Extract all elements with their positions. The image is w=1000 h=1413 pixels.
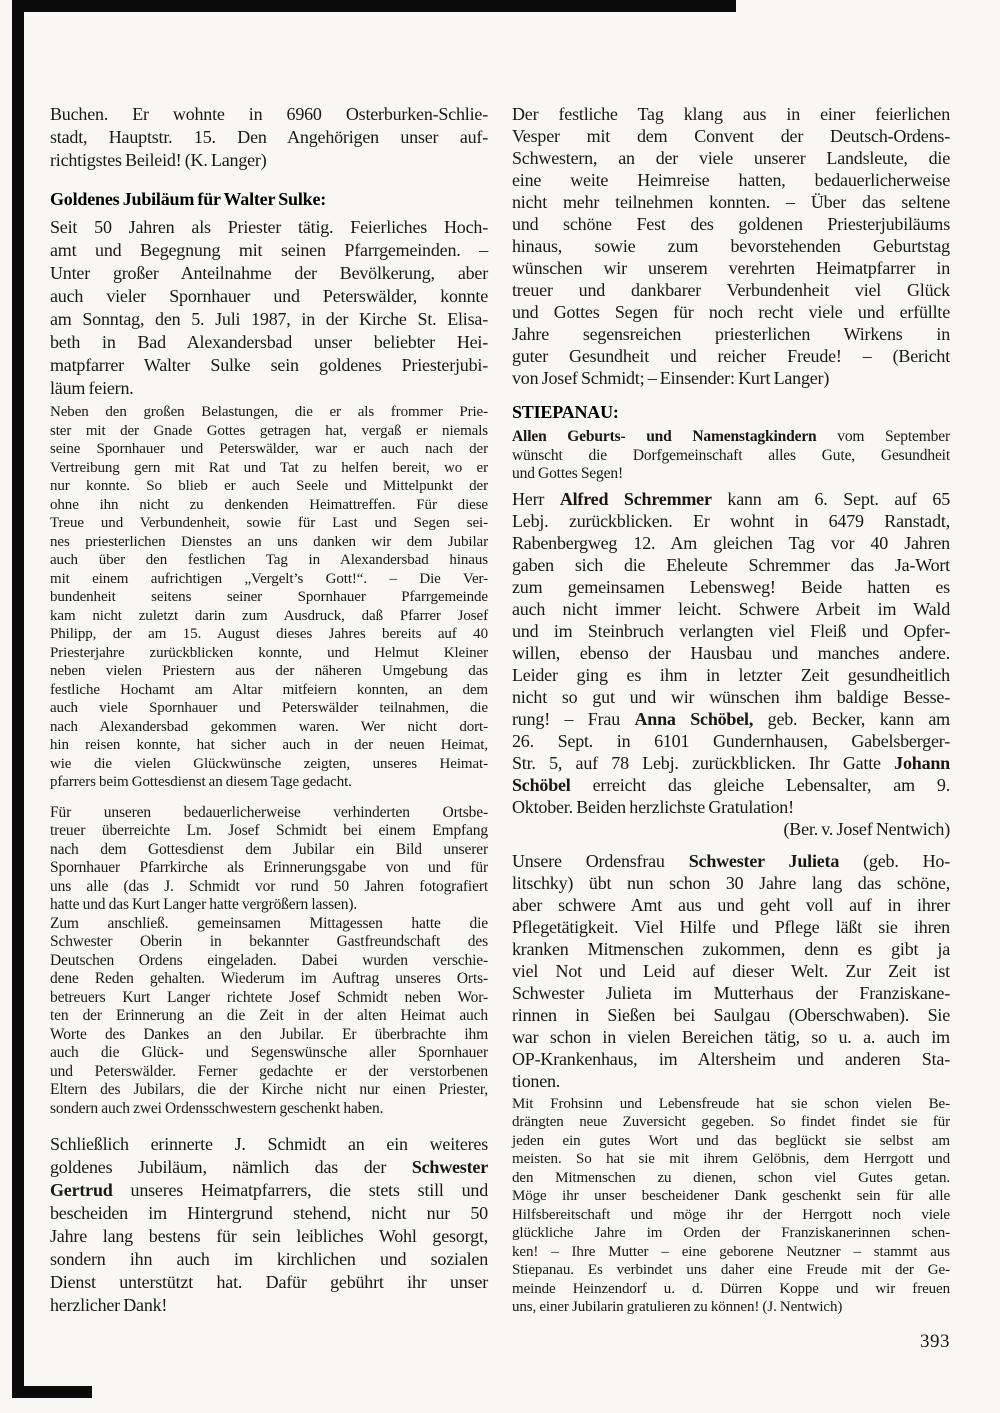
- text-run: 26. Sept. in 6101 Gundernhausen, Gabelsberger-: [512, 730, 950, 751]
- text-run: goldenes Jubiläum, nämlich das der: [50, 1157, 412, 1177]
- text-run: Neben den großen Belastungen, die er als frommer Prie-: [50, 404, 488, 420]
- text-run: Leider ging es ihm in letzter Zeit gesundheitlich: [512, 664, 950, 685]
- right-column: [512, 103, 950, 1353]
- text-run: ohne ihn nicht zu denkenden Heimattreffen. Für diese: [50, 496, 488, 513]
- paragraph: [50, 1133, 488, 1317]
- text-run: hinaus, sowie zum bevorstehenden Geburtstag: [512, 236, 950, 256]
- paragraph: [50, 103, 488, 172]
- text-line: [50, 262, 488, 285]
- text-line: [50, 331, 488, 354]
- text-line: [50, 239, 488, 262]
- text-run: viel Not und Leid auf dieser Welt. Zur Zeit ist: [512, 960, 950, 981]
- text-line: [50, 681, 488, 700]
- text-run: nach dem Gottesdienst dem Jubilar ein Bild unserer: [50, 840, 488, 858]
- text-line: [512, 752, 950, 774]
- text-line: [512, 850, 950, 872]
- text-line: [50, 859, 488, 878]
- text-run: meisten. So hat sie mit ihrem Gelöbnis, dem Herrgott und: [512, 1151, 950, 1167]
- text-run: auch viele Spornhauer und Peterswälder teilnahmen, die: [50, 700, 488, 716]
- text-run: Schwester Julieta im Mutterhaus der Franziskane-: [512, 982, 950, 1003]
- bold-text-run: Schwester: [411, 1157, 488, 1177]
- text-line: [512, 447, 950, 466]
- text-line: [512, 982, 950, 1004]
- text-line: [512, 532, 950, 554]
- text-run: litschky) übt nun schon 30 Jahre lang das schöne,: [512, 872, 950, 893]
- text-run: wünscht die Dorfgemeinschaft alles Gute, Gesundheit: [512, 446, 950, 464]
- text-line: [512, 323, 950, 345]
- text-line: [512, 642, 950, 664]
- text-line: [512, 938, 950, 960]
- text-line: [512, 796, 950, 818]
- text-line: [50, 662, 488, 681]
- text-run: wünschen wir unserem verehrten Heimatpfarrer in: [512, 258, 950, 278]
- bold-text-run: Schwester Julieta: [688, 850, 840, 871]
- paragraph: [512, 103, 950, 389]
- text-run: OP-Krankenhaus, im Altersheim und anderen Sta-: [512, 1048, 950, 1069]
- text-run: ster mit der Gnade Gottes getragen hat, vergaß er niemals: [50, 422, 488, 439]
- bold-text-run: Anna Schöbel,: [634, 708, 754, 729]
- text-line: [50, 1081, 488, 1100]
- text-line: [50, 841, 488, 860]
- text-line: [512, 598, 950, 620]
- text-run: Philipp, der am 15. August dieses Jahres bereits auf 40: [50, 626, 488, 642]
- paragraph: [512, 428, 950, 484]
- text-line: [50, 625, 488, 644]
- paragraph: [512, 488, 950, 840]
- text-line: [512, 1132, 950, 1151]
- text-line: [50, 1007, 488, 1026]
- text-line: [512, 1280, 950, 1299]
- text-line: [512, 686, 950, 708]
- text-run: und Peterswälder. Ferner gedachte er der verstorbenen: [50, 1062, 488, 1080]
- section-heading: [512, 401, 950, 423]
- text-run: Seit 50 Jahren als Priester tätig. Feierliches Hoch-: [50, 217, 488, 237]
- text-line: [50, 551, 488, 570]
- paragraph: [50, 216, 488, 400]
- text-line: [512, 191, 950, 213]
- page-number: 393: [920, 1330, 950, 1352]
- text-run: mit einem aufrichtigen „Vergelt’s Gott!“. – Die Ver-: [50, 570, 488, 587]
- scan-border-left: [12, 0, 24, 1398]
- text-run: Unter großer Anteilnahme der Bevölkerung, aber: [50, 263, 488, 283]
- text-line: [50, 1179, 488, 1202]
- text-line: [512, 894, 950, 916]
- text-line: [512, 1095, 950, 1114]
- text-run: Schwester Oberin in bekannter Gastfreundschaft des: [50, 933, 488, 950]
- text-run: Dienst unterstützt hat. Dafür gebührt ihr unser: [50, 1272, 488, 1292]
- text-run: matpfarrer Walter Sulke sein goldenes Priesterjubi-: [50, 355, 488, 375]
- text-line: [512, 1224, 950, 1243]
- text-run: Oktober. Beiden herzlichste Gratulation!: [512, 796, 794, 817]
- text-run: Rabenbergweg 12. Am gleichen Tag vor 40 Jahren: [512, 532, 950, 553]
- text-line: [512, 730, 950, 752]
- text-line: [512, 1113, 950, 1132]
- text-run: uns, einer Jubilarin gratulieren zu können! (J. Nentwich): [512, 1299, 843, 1315]
- text-line: [512, 147, 950, 169]
- text-line: [512, 1298, 950, 1317]
- text-run: Mit Frohsinn und Lebensfreude hat sie schon vielen Be-: [512, 1095, 950, 1112]
- left-column: [50, 103, 488, 1317]
- text-run: willen, ebenso der Hausbau und manches andere.: [512, 642, 950, 663]
- text-run: stadt, Hauptstr. 15. Den Angehörigen unser auf-: [50, 127, 488, 147]
- text-line: [50, 718, 488, 737]
- text-line: [512, 103, 950, 125]
- text-run: jeden ein gutes Wort und das beglückt sie selbst am: [512, 1132, 950, 1149]
- text-line: [50, 377, 488, 400]
- text-run: nes priesterlichen Dienstes an uns danken wir dem Jubilar: [50, 533, 488, 550]
- paragraph: [50, 804, 488, 1119]
- text-run: Hilfsbereitschaft und möge ihr der Herrgott noch viele: [512, 1206, 950, 1223]
- text-line: [512, 774, 950, 796]
- scan-border-top: [12, 0, 736, 12]
- text-line: [512, 1206, 950, 1225]
- text-run: hatte und das Kurt Langer hatte vergrößern lassen).: [50, 896, 358, 913]
- text-run: den Mitmenschen zu dienen, schon viel Gutes getan.: [512, 1169, 950, 1186]
- text-run: pfarrers beim Gottesdienst an diesem Tage gedacht.: [50, 774, 352, 790]
- text-line: [50, 1026, 488, 1045]
- text-line: [50, 755, 488, 774]
- text-run: und schöne Fest des goldenen Priesterjubiläums: [512, 214, 950, 234]
- text-line: [50, 422, 488, 441]
- text-run: sondern auch zwei Ordensschwestern geschenkt haben.: [50, 1099, 384, 1117]
- text-run: Jahre segensreichen priesterlichen Wirkens in: [512, 324, 950, 344]
- text-line: [512, 345, 950, 367]
- text-run: Für unseren bedauerlicherweise verhinderten Ortsbe-: [50, 803, 488, 821]
- text-run: bescheiden im Hintergrund stehend, nicht nur 50: [50, 1203, 488, 1223]
- text-run: nach Alexandersbad gekommen waren. Wer nicht dort-: [50, 718, 488, 735]
- text-run: Möge ihr unser bescheidener Dank geschenkt sein für alle: [512, 1188, 950, 1204]
- text-line: [512, 1243, 950, 1262]
- paragraph: [512, 1095, 950, 1317]
- text-line: [50, 952, 488, 971]
- bold-text-run: Allen Geburts- und Namenstagkindern: [512, 428, 817, 445]
- text-line: [512, 169, 950, 191]
- text-run: (Ber. v. Josef Nentwich): [783, 818, 950, 839]
- text-run: seine Spornhauer und Peterswälder, war er auch nach der: [50, 441, 488, 457]
- text-run: festliche Hochamt am Altar mitfeiern konnten, an dem: [50, 681, 488, 698]
- text-run: Deutschen Ordens eingeladen. Dabei wurden verschie-: [50, 951, 488, 969]
- paragraph: [512, 850, 950, 1092]
- text-line: [50, 1294, 488, 1317]
- text-run: von Josef Schmidt; – Einsender: Kurt Langer): [512, 368, 830, 388]
- text-line: [512, 279, 950, 301]
- text-line: [512, 1261, 950, 1280]
- text-line: [50, 773, 488, 792]
- text-run: Spornhauer Pfarrkirche als Erinnerungsgabe von und für: [50, 859, 488, 876]
- text-run: nicht mehr teilnehmen konnten. – Über das seltene: [512, 192, 950, 212]
- text-line: [50, 440, 488, 459]
- text-run: dene Reden gehalten. Wiederum im Auftrag unseres Orts-: [50, 970, 488, 987]
- text-line: [50, 896, 488, 915]
- text-run: Herr: [512, 488, 560, 509]
- text-line: [50, 570, 488, 589]
- text-line: [50, 1100, 488, 1119]
- text-line: [50, 1225, 488, 1248]
- text-line: [512, 257, 950, 279]
- text-run: guter Gesundheit und reicher Freude! – (Bericht: [512, 346, 950, 366]
- text-line: [50, 607, 488, 626]
- text-line: [50, 1202, 488, 1225]
- text-line: [50, 1248, 488, 1271]
- text-run: Treue und Verbundenheit, sowie für Last und Segen sei-: [50, 515, 488, 531]
- text-line: [512, 301, 950, 323]
- text-run: beth in Bad Alexandersbad unser beliebter Hei-: [50, 332, 488, 352]
- text-line: [512, 213, 950, 235]
- text-run: Vertreibung gern mit Rat und Tat zu helfen bereit, wo er: [50, 459, 488, 476]
- bold-text-run: Gertrud: [50, 1180, 113, 1200]
- text-line: [50, 699, 488, 718]
- text-run: vom September: [816, 428, 950, 445]
- text-line: [50, 103, 488, 126]
- text-run: Jahre lang bestens für sein leibliches Wohl gesorgt,: [50, 1226, 488, 1246]
- text-line: [512, 1048, 950, 1070]
- text-line: [512, 960, 950, 982]
- text-line: [512, 1187, 950, 1206]
- text-run: auch die Glück- und Segenswünsche aller Spornhauer: [50, 1044, 488, 1061]
- text-line: [50, 933, 488, 952]
- text-run: kranken Mitmenschen zukommen, denn es gibt ja: [512, 938, 950, 959]
- text-run: erreicht das gleiche Lebensalter, am 9.: [570, 774, 950, 795]
- text-line: [50, 1133, 488, 1156]
- text-run: war schon in vielen Bereichen tätig, so u. a. auch im: [512, 1026, 950, 1047]
- paragraph: [50, 403, 488, 792]
- text-run: Schwestern, an der viele unserer Landsleute, die: [512, 148, 950, 168]
- text-line: [512, 576, 950, 598]
- text-run: treuer überreichte Lm. Josef Schmidt bei einem Empfang: [50, 822, 488, 839]
- text-run: Zum anschließ. gemeinsamen Mittagessen hatte die: [50, 914, 488, 932]
- text-run: aber schwere Amt aus und geht voll auf in ihrer: [512, 894, 950, 915]
- text-run: läum feiern.: [50, 378, 134, 398]
- text-run: auch nicht immer leicht. Schwere Arbeit im Wald: [512, 598, 950, 619]
- text-line: [512, 428, 950, 447]
- text-run: neben vielen Priestern aus der näheren Umgebung das: [50, 663, 488, 679]
- bold-text-run: Johann: [894, 752, 950, 773]
- text-run: gaben sich die Eheleute Schremmer das Ja-Wort: [512, 554, 950, 575]
- text-line: [50, 533, 488, 552]
- text-run: amt und Begegnung mit seinen Pfarrgemeinden. –: [50, 240, 488, 260]
- text-run: nur konnte. So blieb er auch Seele und Mittelpunkt der: [50, 478, 488, 494]
- text-line: [512, 1026, 950, 1048]
- text-run: (geb. Ho-: [839, 850, 951, 871]
- text-run: Stiepanau. Es verbindet uns daher eine Freude mit der Ge-: [512, 1262, 950, 1278]
- text-run: und Gottes Segen für noch recht viele und erfüllte: [512, 302, 950, 322]
- text-line: [50, 514, 488, 533]
- bold-text-run: Alfred Schremmer: [559, 488, 712, 509]
- text-line: [50, 736, 488, 755]
- text-line: [512, 708, 950, 730]
- text-line: [512, 488, 950, 510]
- text-run: STIEPANAU:: [512, 402, 619, 422]
- text-line: [50, 496, 488, 515]
- text-run: rinnen in Sießen bei Saulgau (Oberschwaben). Sie: [512, 1004, 950, 1025]
- text-line: [50, 822, 488, 841]
- text-line: [512, 1150, 950, 1169]
- text-run: und Gottes Segen!: [512, 465, 623, 482]
- text-line: [512, 818, 950, 840]
- text-run: geb. Becker, kann am: [753, 708, 950, 729]
- text-line: [50, 285, 488, 308]
- text-run: Unsere Ordensfrau: [512, 850, 689, 871]
- text-line: [50, 915, 488, 934]
- text-run: uns alle (das J. Schmidt vor rund 50 Jahren fotografiert: [50, 877, 488, 895]
- text-run: Lebj. zurückblicken. Er wohnt in 6479 Ranstadt,: [512, 510, 950, 531]
- text-run: glückliche Jahre im Orden der Franziskanerinnen schen-: [512, 1225, 950, 1241]
- text-line: [50, 354, 488, 377]
- text-line: [50, 804, 488, 823]
- text-run: rung! – Frau: [512, 708, 635, 729]
- text-line: [512, 872, 950, 894]
- text-line: [50, 588, 488, 607]
- text-run: Vesper mit dem Convent der Deutsch-Ordens-: [512, 126, 950, 146]
- text-line: [512, 554, 950, 576]
- text-run: sondern ihn auch im kirchlichen und sozialen: [50, 1249, 488, 1269]
- text-line: [512, 367, 950, 389]
- text-line: [50, 403, 488, 422]
- text-line: [50, 1063, 488, 1082]
- text-line: [50, 970, 488, 989]
- text-run: bundenheit seitens seiner Spornhauer Pfarrgemeinde: [50, 589, 488, 605]
- text-run: richtigstes Beileid! (K. Langer): [50, 150, 267, 170]
- text-run: Eltern des Jubilars, die der Kirche nicht nur einen Priester,: [50, 1081, 488, 1098]
- text-run: nicht so gut und wir wünschen ihm baldige Besse-: [512, 686, 950, 707]
- text-line: [50, 459, 488, 478]
- text-run: Pflegetätigkeit. Viel Hilfe und Pflege läßt sie ihren: [512, 916, 950, 937]
- text-run: zum gemeinsamen Lebensweg! Beide hatten es: [512, 576, 950, 597]
- text-line: [50, 477, 488, 496]
- text-line: [50, 308, 488, 331]
- text-run: treuer und dankbarer Verbundenheit viel Glück: [512, 280, 950, 300]
- text-line: [512, 1004, 950, 1026]
- text-run: auch über den festlichen Tag in Alexandersbad hinaus: [50, 552, 488, 568]
- text-line: [50, 878, 488, 897]
- text-line: [50, 149, 488, 172]
- text-line: [512, 916, 950, 938]
- text-run: ken! – Ihre Mutter – eine geborene Neutzner – stammt aus: [512, 1243, 950, 1260]
- text-line: [512, 1169, 950, 1188]
- text-line: [50, 126, 488, 149]
- text-line: [512, 510, 950, 532]
- text-run: und im Steinbruch verlangten viel Fleiß und Opfer-: [512, 620, 950, 641]
- text-run: kam nicht zuletzt darin zum Ausdruck, daß Pfarrer Josef: [50, 607, 488, 624]
- text-run: Priesterjahre zurückblicken konnte, und Helmut Kleiner: [50, 644, 488, 661]
- text-run: wie die vielen Glückwünsche zeigten, unseres Heimat-: [50, 755, 488, 772]
- text-line: [512, 664, 950, 686]
- text-line: [50, 644, 488, 663]
- text-line: [512, 125, 950, 147]
- text-run: ten der Erinnerung an die Zeit in der alten Heimat auch: [50, 1007, 488, 1024]
- text-line: [50, 1271, 488, 1294]
- text-run: Schließlich erinnerte J. Schmidt an ein weiteres: [50, 1134, 488, 1154]
- text-line: [50, 1044, 488, 1063]
- text-line: [512, 235, 950, 257]
- text-run: Worte des Dankes an den Jubilar. Er überbrachte ihm: [50, 1025, 488, 1043]
- text-line: [512, 1070, 950, 1092]
- text-run: drängten neue Zuversicht gegeben. So findet findet sie für: [512, 1114, 950, 1130]
- text-run: hin reisen konnte, hat sicher auch in der neuen Heimat,: [50, 737, 488, 753]
- text-run: eine weite Heimreise hatten, bedauerlicherweise: [512, 170, 950, 190]
- scan-border-bottom: [12, 1386, 92, 1398]
- text-line: [512, 620, 950, 642]
- text-line: [50, 1156, 488, 1179]
- text-line: [512, 465, 950, 484]
- text-run: tionen.: [512, 1070, 561, 1091]
- text-run: auch vieler Spornhauer und Peterswälder, konnte: [50, 286, 488, 306]
- section-heading: [50, 188, 488, 211]
- text-run: Der festliche Tag klang aus in einer feierlichen: [512, 104, 950, 124]
- text-run: meinde Heinzendorf u. d. Dürren Koppe und wir freuen: [512, 1280, 950, 1297]
- text-run: Str. 5, auf 78 Lebj. zurückblicken. Ihr Gatte: [512, 752, 895, 773]
- text-run: herzlicher Dank!: [50, 1295, 168, 1315]
- text-line: [50, 989, 488, 1008]
- text-run: betreuers Kurt Langer richtete Josef Schmidt neben Wor-: [50, 988, 488, 1006]
- text-run: am Sonntag, den 5. Juli 1987, in der Kirche St. Elisa-: [50, 309, 488, 329]
- text-run: unseres Heimatpfarrers, die stets still und: [112, 1180, 488, 1200]
- text-run: Goldenes Jubiläum für Walter Sulke:: [50, 189, 327, 209]
- bold-text-run: Schöbel: [512, 774, 571, 795]
- text-run: kann am 6. Sept. auf 65: [711, 488, 950, 509]
- text-line: [50, 216, 488, 239]
- text-run: Buchen. Er wohnte in 6960 Osterburken-Schlie-: [50, 104, 488, 124]
